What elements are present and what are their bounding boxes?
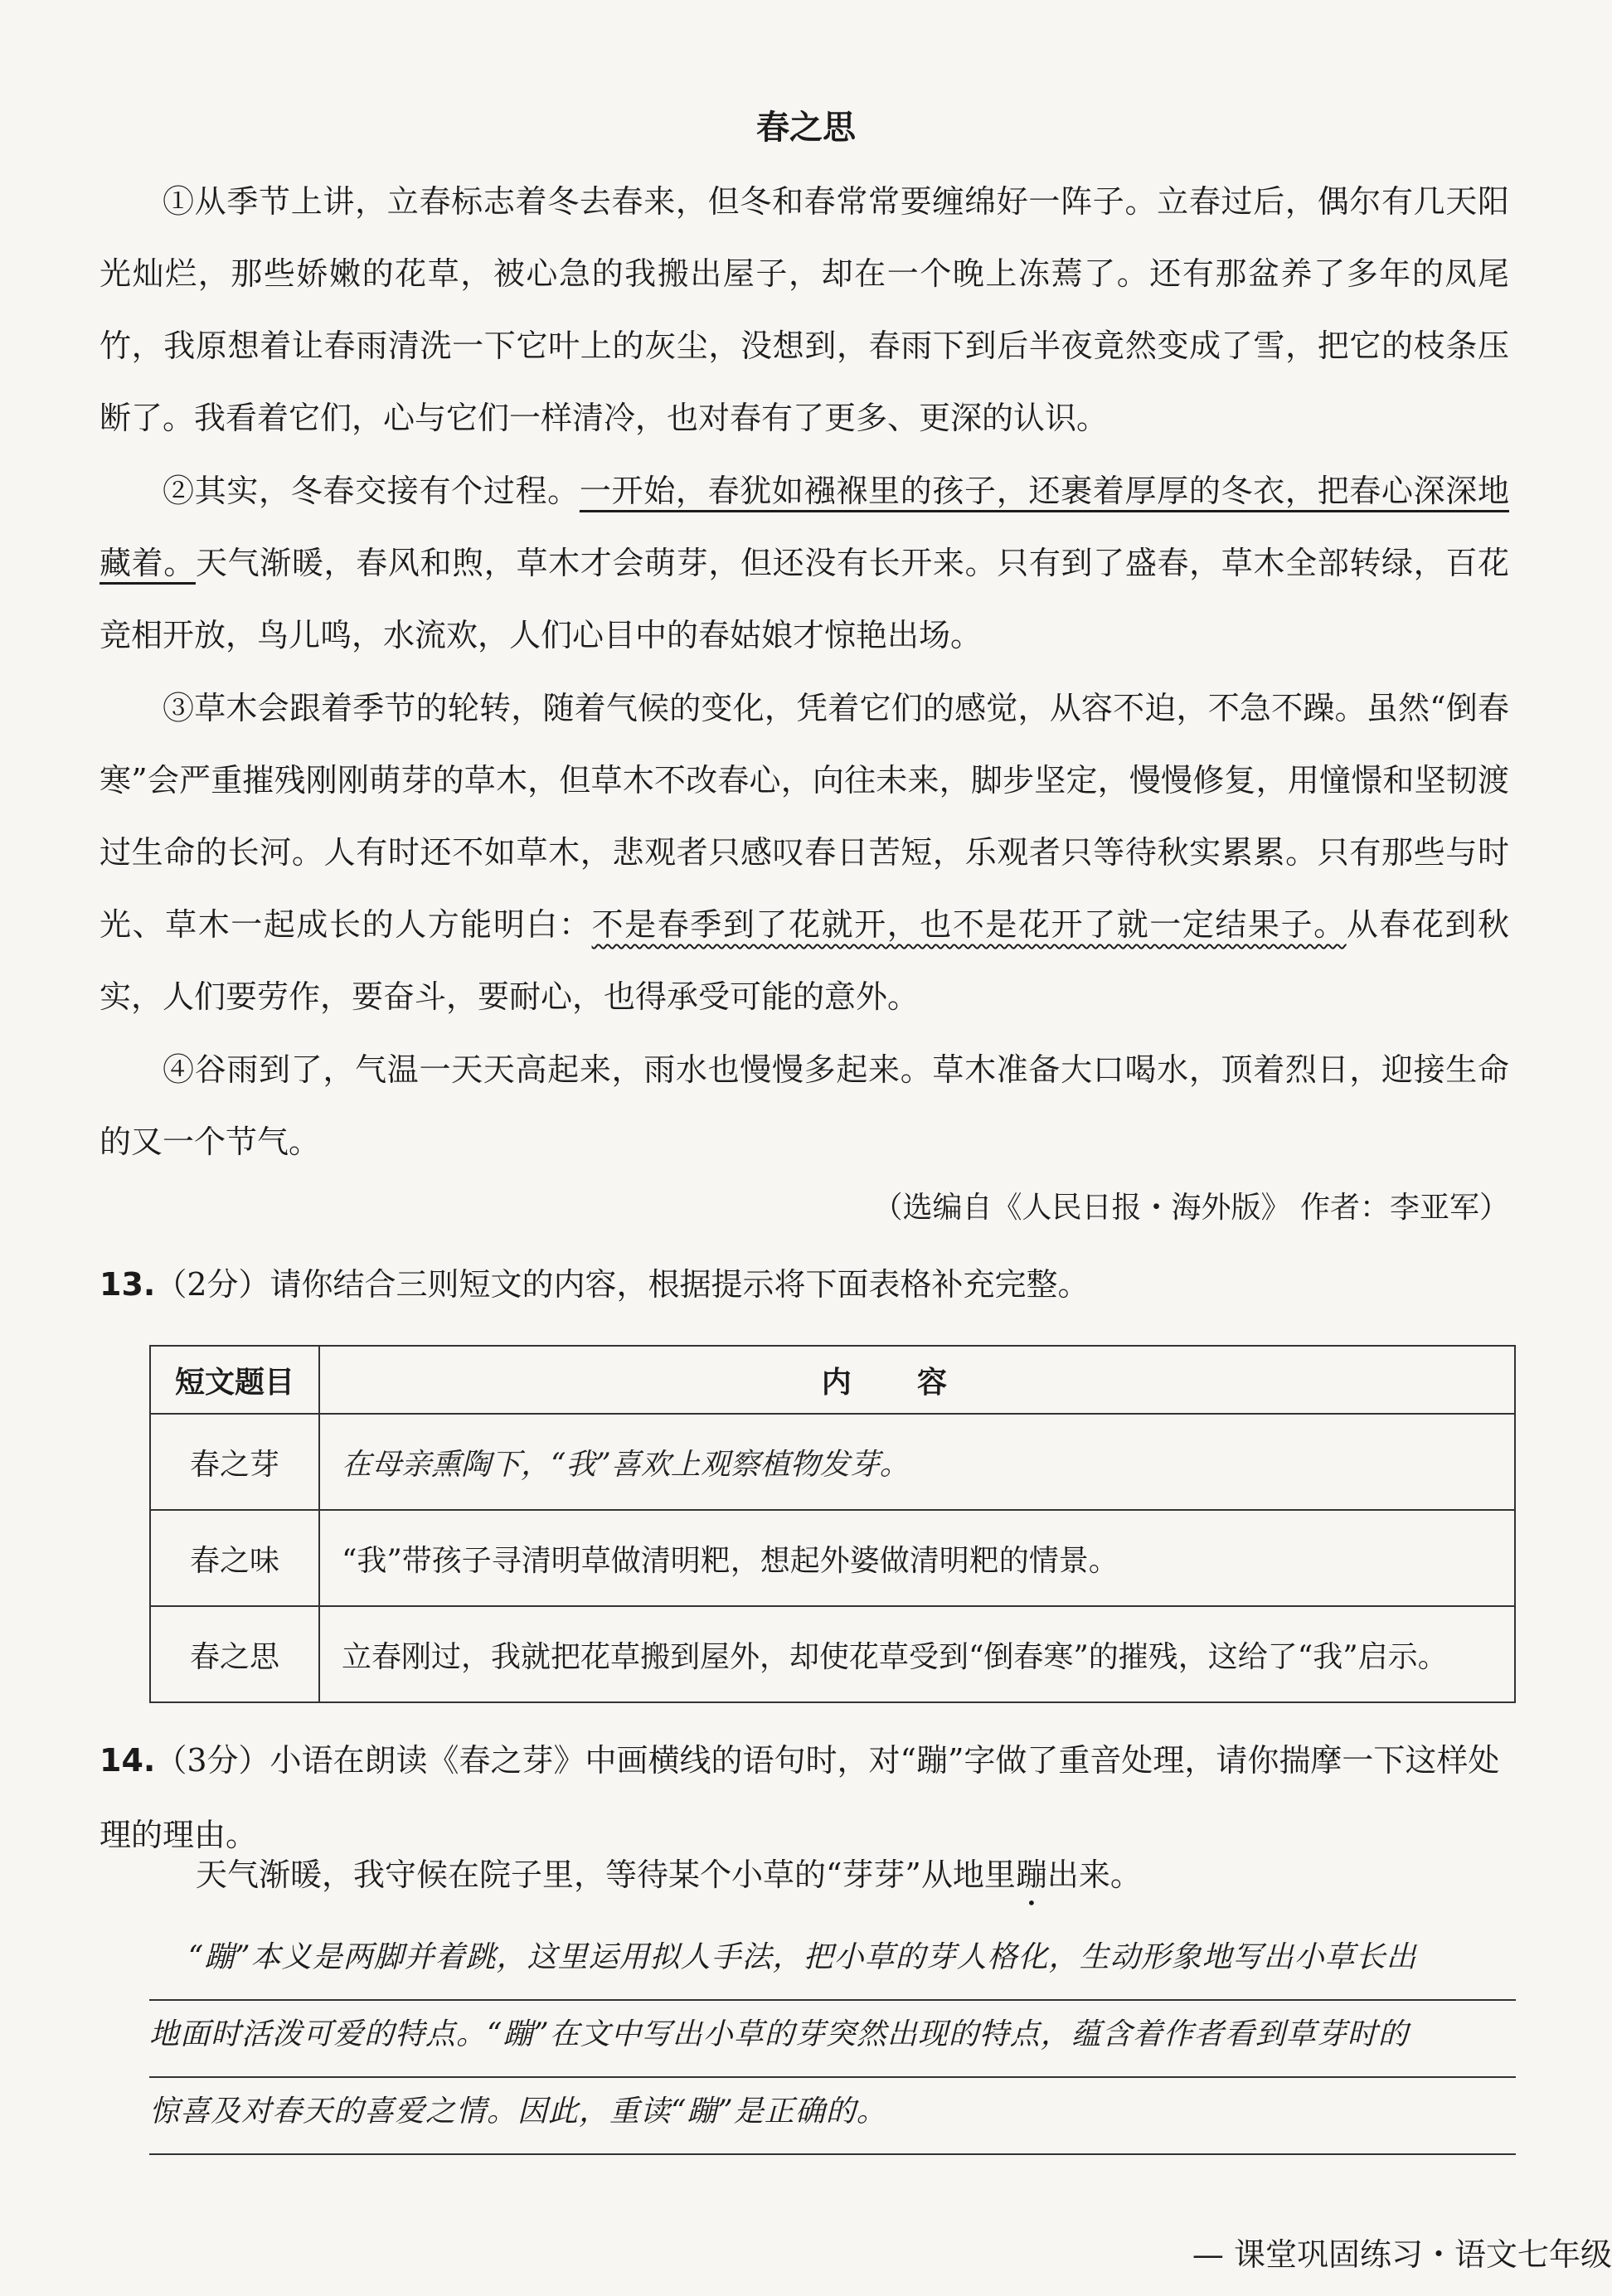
- question-14-number: 14.: [100, 1742, 156, 1779]
- question-14-prompt: 小语在朗读《春之芽》中画横线的语句时，对“蹦”字做了重音处理，请你揣摩一下这样处理的理由。: [100, 1742, 1500, 1853]
- essay-paragraph-3: [100, 672, 1509, 1033]
- quoted-sentence: [196, 1849, 1142, 1895]
- essay-source: （选编自《人民日报・海外版》 作者：李亚军）: [872, 1191, 1509, 1225]
- underlined-sentence: 一开始，春犹如襁褓里的孩子，还裹着厚厚的冬衣，把春心深深地藏着。: [100, 473, 1509, 581]
- essay-paragraph-1: ①从季节上讲，立春标志着冬去春来，但冬和春常常要缠绵好一阵子。立春过后，偶尔有几天阳光灿烂，那些娇嫩的花草，被心急的我搬出屋子，却在一个晚上冻蔫了。还有那盆养了多年的凤尾竹，我原想着让春雨清洗一下它叶上的灰尘，没想到，春雨下到后半夜竟然变成了雪，把它的枝条压断了。我看着它们，心与它们一样清冷，也对春有了更多、更深的认识。: [100, 183, 1509, 436]
- answer-line-1: “蹦”本义是两脚并着跳，这里运用拟人手法，把小草的芽人格化，生动形象地写出小草长出: [149, 1924, 1516, 2001]
- row-content-answer: 在母亲熏陶下，“我”喜欢上观察植物发芽。: [319, 1414, 1515, 1510]
- row-content: “我”带孩子寻清明草做清明粑，想起外婆做清明粑的情景。: [319, 1510, 1515, 1606]
- row-title: 春之思: [150, 1606, 319, 1702]
- essay-body: [100, 166, 1509, 1179]
- question-13: [100, 1247, 1509, 1322]
- answer-line-2: 地面时活泼可爱的特点。“蹦”在文中写出小草的芽突然出现的特点，蕴含着作者看到草芽时的: [149, 2001, 1516, 2078]
- quote-after: 出来。: [1046, 1857, 1142, 1893]
- page-footer: — 课堂巩固练习・语文七年级: [1192, 2236, 1612, 2273]
- handwritten-answer: [149, 1924, 1516, 2155]
- quote-before: 天气渐暖，我守候在院子里，等待某个小草的“芽芽”从地里: [196, 1857, 1016, 1893]
- table-header-row: [150, 1346, 1515, 1414]
- essay-title: 春之思: [756, 109, 856, 147]
- header-title: 短文题目: [150, 1346, 319, 1414]
- row-title: 春之芽: [150, 1414, 319, 1510]
- essay-paragraph-2: [100, 455, 1509, 672]
- table-row: [150, 1414, 1515, 1510]
- question-13-prompt: 请你结合三则短文的内容，根据提示将下面表格补充完整。: [269, 1266, 1090, 1303]
- answer-line-3: 惊喜及对春天的喜爱之情。因此，重读“蹦”是正确的。: [149, 2078, 1516, 2155]
- paragraph-3-tail: 从春花到秋实，人们要劳作，要奋斗，要耐心，也得承受可能的意外。: [100, 906, 1509, 1015]
- summary-table: [149, 1345, 1516, 1703]
- emphasized-char: 蹦: [1015, 1857, 1047, 1893]
- table-row: [150, 1606, 1515, 1702]
- question-13-points: （2分）: [155, 1266, 270, 1303]
- paragraph-2-lead: ②其实，冬春交接有个过程。: [163, 473, 580, 509]
- row-content: 立春刚过，我就把花草搬到屋外，却使花草受到“倒春寒”的摧残，这给了“我”启示。: [319, 1606, 1515, 1702]
- wavy-underlined-sentence: 不是春季到了花就开，也不是花开了就一定结果子。: [591, 906, 1347, 943]
- header-content: 内容: [319, 1346, 1515, 1414]
- paragraph-3-lead: ③草木会跟着季节的轮转，随着气候的变化，凭着它们的感觉，从容不迫，不急不躁。虽然“倒春寒”会严重摧残刚刚萌芽的草木，但草木不改春心，向往未来，脚步坚定，慢慢修复，用憧憬和坚韧渡过生命的长河。人有时还不如草木，悲观者只感叹春日苦短，乐观者只等待秋实累累。只有那些与时光、草木一起成长的人方能明白：: [100, 690, 1509, 943]
- table-row: [150, 1510, 1515, 1606]
- paragraph-2-tail: 天气渐暖，春风和煦，草木才会萌芽，但还没有长开来。只有到了盛春，草木全部转绿，百花竞相开放，鸟儿鸣，水流欢，人们心目中的春姑娘才惊艳出场。: [100, 545, 1509, 653]
- question-14-points: （3分）: [155, 1742, 270, 1779]
- row-title: 春之味: [150, 1510, 319, 1606]
- essay-paragraph-4: ④谷雨到了，气温一天天高起来，雨水也慢慢多起来。草木准备大口喝水，顶着烈日，迎接生命的又一个节气。: [100, 1051, 1509, 1160]
- question-13-number: 13.: [100, 1266, 156, 1303]
